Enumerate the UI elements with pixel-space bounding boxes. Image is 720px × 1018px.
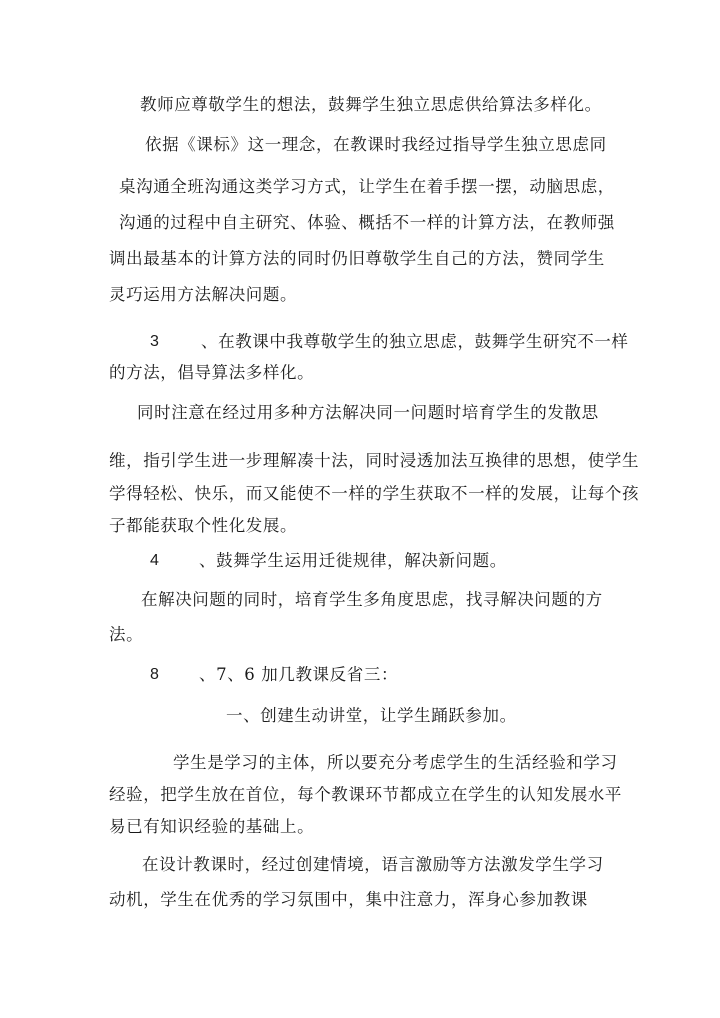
paragraph-line-8: 的方法，倡导算法多样化。 xyxy=(109,363,315,382)
paragraph-line-6: 灵巧运用方法解决问题。 xyxy=(109,285,298,304)
paragraph-line-9: 同时注意在经过用多种方法解决同一问题时培育学生的发散思 xyxy=(137,403,599,422)
paragraph-line-5: 调出最基本的计算方法的同时仍旧尊敬学生自己的方法，赞同学生 xyxy=(109,249,605,268)
paragraph-line-16: 、7、6 加几教课反省三： xyxy=(199,665,399,684)
section-heading: 一、创建生动讲堂，让学生踊跃参加。 xyxy=(226,706,517,725)
paragraph-line-1: 教师应尊敬学生的想法，鼓舞学生独立思虑供给算法多样化。 xyxy=(140,95,602,114)
paragraph-line-18: 学生是学习的主体，所以要充分考虑学生的生活经验和学习 xyxy=(173,753,618,772)
paragraph-line-22: 动机，学生在优秀的学习氛围中，集中注意力，浑身心参加教课 xyxy=(109,890,588,909)
item-number-4: 4 xyxy=(150,552,159,569)
paragraph-line-10: 维，指引学生进一步理解凑十法，同时浸透加法互换律的思想，使学生 xyxy=(109,451,640,470)
paragraph-line-11: 学得轻松、快乐，而又能使不一样的学生获取不一样的发展，让每个孩 xyxy=(109,484,640,503)
paragraph-line-14: 在解决问题的同时，培育学生多角度思虑，找寻解决问题的方 xyxy=(141,590,603,609)
paragraph-line-7: 、在教课中我尊敬学生的独立思虑，鼓舞学生研究不一样 xyxy=(201,332,629,351)
item-number-3: 3 xyxy=(150,333,159,350)
paragraph-line-20: 易已有知识经验的基础上。 xyxy=(109,817,315,836)
paragraph-line-4: 沟通的过程中自主研究、体验、概括不一样的计算方法，在教师强 xyxy=(119,213,615,232)
paragraph-line-3: 桌沟通全班沟通这类学习方式，让学生在着手摆一摆，动脑思虑， xyxy=(119,177,615,196)
paragraph-line-21: 在设计教课时，经过创建情境，语言激励等方法激发学生学习 xyxy=(142,855,604,874)
paragraph-line-19: 经验，把学生放在首位，每个教课环节都成立在学生的认知发展水平 xyxy=(109,785,622,804)
paragraph-line-2: 依据《课标》这一理念，在教课时我经过指导学生独立思虑同 xyxy=(145,135,607,154)
paragraph-line-13: 、鼓舞学生运用迁徙规律，解决新问题。 xyxy=(199,551,507,570)
paragraph-line-15: 法。 xyxy=(109,625,144,644)
paragraph-line-12: 子都能获取个性化发展。 xyxy=(109,516,298,535)
item-number-8: 8 xyxy=(150,666,159,683)
